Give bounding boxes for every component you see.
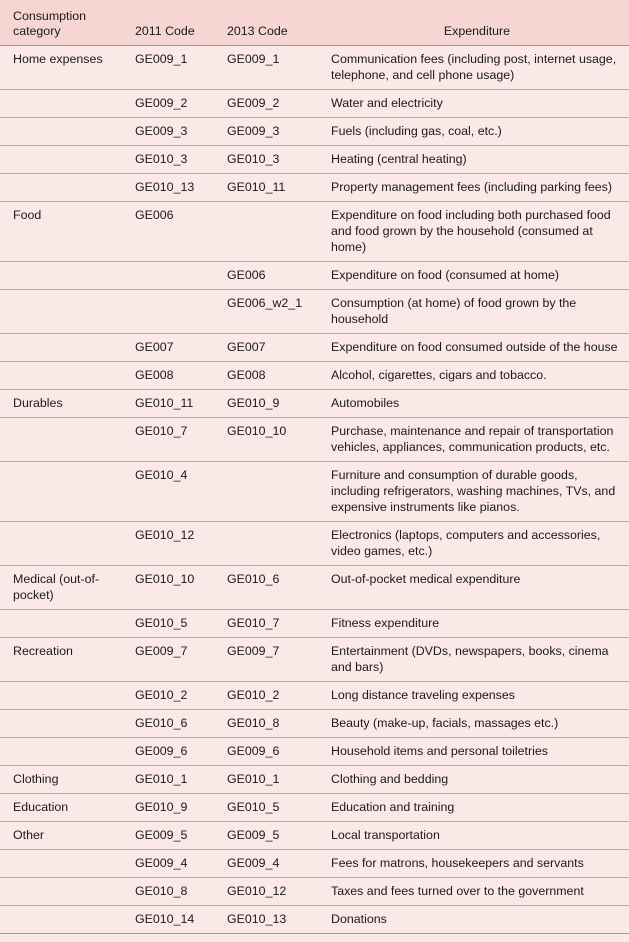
cell-expenditure: Water and electricity [318, 90, 629, 118]
cell-2011-code: GE010_4 [122, 462, 214, 522]
cell-2013-code: GE010_7 [214, 610, 318, 638]
cell-expenditure: Communication fees (including post, internet usage, telephone, and cell phone usage) [318, 46, 629, 90]
cell-category: Education [0, 794, 122, 822]
cell-2013-code: GE010_11 [214, 174, 318, 202]
table-row [0, 878, 629, 906]
cell-category: Medical (out-of-pocket) [0, 566, 122, 610]
cell-2011-code [122, 262, 214, 290]
cell-expenditure: Fees for matrons, housekeepers and servants [318, 850, 629, 878]
header-2011-code: 2011 Code [122, 0, 214, 46]
cell-2011-code: GE010_1 [122, 766, 214, 794]
cell-category [0, 682, 122, 710]
table-row [0, 418, 629, 462]
cell-2011-code: GE010_11 [122, 390, 214, 418]
table-row [0, 390, 629, 418]
cell-category [0, 522, 122, 566]
cell-expenditure: Expenditure on food (consumed at home) [318, 262, 629, 290]
cell-expenditure: Education and training [318, 794, 629, 822]
cell-expenditure: Donations [318, 906, 629, 934]
table-row [0, 522, 629, 566]
header-2013-code: 2013 Code [214, 0, 318, 46]
table-row [0, 202, 629, 262]
cell-category: Other [0, 822, 122, 850]
cell-2011-code: GE010_2 [122, 682, 214, 710]
cell-category [0, 90, 122, 118]
cell-2013-code: GE009_6 [214, 738, 318, 766]
cell-expenditure: Fitness expenditure [318, 610, 629, 638]
cell-2011-code: GE009_3 [122, 118, 214, 146]
cell-category [0, 362, 122, 390]
cell-2013-code: GE009_7 [214, 638, 318, 682]
cell-expenditure: Entertainment (DVDs, newspapers, books, cinema and bars) [318, 638, 629, 682]
cell-2013-code [214, 522, 318, 566]
cell-category [0, 118, 122, 146]
table-row [0, 850, 629, 878]
cell-2011-code: GE009_6 [122, 738, 214, 766]
cell-2011-code: GE010_10 [122, 566, 214, 610]
cell-2011-code: GE009_5 [122, 822, 214, 850]
cell-category [0, 290, 122, 334]
cell-2011-code: GE010_6 [122, 710, 214, 738]
cell-2013-code: GE010_8 [214, 710, 318, 738]
cell-expenditure: Alcohol, cigarettes, cigars and tobacco. [318, 362, 629, 390]
cell-2011-code: GE010_9 [122, 794, 214, 822]
table-row [0, 822, 629, 850]
cell-expenditure: Automobiles [318, 390, 629, 418]
table-row [0, 46, 629, 90]
cell-2013-code: GE010_9 [214, 390, 318, 418]
table-row [0, 794, 629, 822]
cell-2011-code: GE007 [122, 334, 214, 362]
table-row [0, 766, 629, 794]
cell-expenditure: Local transportation [318, 822, 629, 850]
table-row [0, 118, 629, 146]
table-row [0, 682, 629, 710]
cell-category [0, 334, 122, 362]
cell-2013-code: GE010_2 [214, 682, 318, 710]
cell-category: Recreation [0, 638, 122, 682]
cell-2013-code [214, 462, 318, 522]
cell-expenditure: Beauty (make-up, facials, massages etc.) [318, 710, 629, 738]
cell-2011-code: GE010_8 [122, 878, 214, 906]
cell-category [0, 906, 122, 934]
cell-2011-code: GE010_14 [122, 906, 214, 934]
cell-expenditure: Household items and personal toiletries [318, 738, 629, 766]
cell-2013-code: GE006_w2_1 [214, 290, 318, 334]
cell-expenditure: Electronics (laptops, computers and accessories, video games, etc.) [318, 522, 629, 566]
cell-2013-code: GE010_3 [214, 146, 318, 174]
table-row [0, 174, 629, 202]
cell-2013-code: GE006 [214, 262, 318, 290]
cell-2013-code: GE010_5 [214, 794, 318, 822]
cell-expenditure: Heating (central heating) [318, 146, 629, 174]
cell-2013-code: GE009_4 [214, 850, 318, 878]
cell-expenditure: Purchase, maintenance and repair of transportation vehicles, appliances, communication products, etc. [318, 418, 629, 462]
cell-category [0, 462, 122, 522]
table-row [0, 610, 629, 638]
cell-category [0, 146, 122, 174]
cell-2013-code [214, 202, 318, 262]
cell-2013-code: GE010_13 [214, 906, 318, 934]
cell-2013-code: GE007 [214, 334, 318, 362]
cell-category: Durables [0, 390, 122, 418]
cell-2013-code: GE009_2 [214, 90, 318, 118]
cell-category: Home expenses [0, 46, 122, 90]
header-consumption-category: Consumption category [0, 0, 122, 46]
cell-expenditure: Property management fees (including parking fees) [318, 174, 629, 202]
cell-expenditure: Out-of-pocket medical expenditure [318, 566, 629, 610]
cell-2013-code: GE008 [214, 362, 318, 390]
cell-2011-code: GE009_2 [122, 90, 214, 118]
cell-2011-code: GE010_3 [122, 146, 214, 174]
cell-2011-code: GE009_1 [122, 46, 214, 90]
cell-2013-code: GE009_1 [214, 46, 318, 90]
table-row [0, 146, 629, 174]
table-row [0, 738, 629, 766]
cell-category [0, 174, 122, 202]
cell-2011-code: GE009_7 [122, 638, 214, 682]
cell-category: Clothing [0, 766, 122, 794]
cell-category [0, 262, 122, 290]
cell-2011-code: GE010_7 [122, 418, 214, 462]
table-body [0, 46, 629, 934]
cell-expenditure: Taxes and fees turned over to the government [318, 878, 629, 906]
cell-category [0, 738, 122, 766]
cell-category [0, 878, 122, 906]
cell-category: Food [0, 202, 122, 262]
cell-category [0, 610, 122, 638]
cell-expenditure: Expenditure on food including both purchased food and food grown by the household (consumed at home) [318, 202, 629, 262]
header-expenditure: Expenditure [318, 0, 629, 46]
cell-2013-code: GE009_3 [214, 118, 318, 146]
table-row [0, 906, 629, 934]
cell-category [0, 418, 122, 462]
cell-expenditure: Expenditure on food consumed outside of the house [318, 334, 629, 362]
cell-category [0, 710, 122, 738]
table-header-row [0, 0, 629, 46]
cell-2013-code: GE010_10 [214, 418, 318, 462]
cell-expenditure: Fuels (including gas, coal, etc.) [318, 118, 629, 146]
cell-2011-code: GE006 [122, 202, 214, 262]
table-row [0, 462, 629, 522]
cell-category [0, 850, 122, 878]
cell-2011-code: GE008 [122, 362, 214, 390]
cell-2011-code [122, 290, 214, 334]
table-row [0, 638, 629, 682]
cell-2011-code: GE010_13 [122, 174, 214, 202]
cell-2013-code: GE010_6 [214, 566, 318, 610]
cell-2013-code: GE010_1 [214, 766, 318, 794]
cell-2011-code: GE009_4 [122, 850, 214, 878]
cell-expenditure: Furniture and consumption of durable goods, including refrigerators, washing machines, TVs, and expensive instruments like pianos. [318, 462, 629, 522]
table-row [0, 566, 629, 610]
cell-2011-code: GE010_12 [122, 522, 214, 566]
table-row [0, 710, 629, 738]
cell-expenditure: Consumption (at home) of food grown by the household [318, 290, 629, 334]
table-row [0, 90, 629, 118]
table-row [0, 334, 629, 362]
table-row [0, 290, 629, 334]
cell-2013-code: GE009_5 [214, 822, 318, 850]
cell-2013-code: GE010_12 [214, 878, 318, 906]
cell-2011-code: GE010_5 [122, 610, 214, 638]
table-row [0, 262, 629, 290]
cell-expenditure: Long distance traveling expenses [318, 682, 629, 710]
table-row [0, 362, 629, 390]
cell-expenditure: Clothing and bedding [318, 766, 629, 794]
